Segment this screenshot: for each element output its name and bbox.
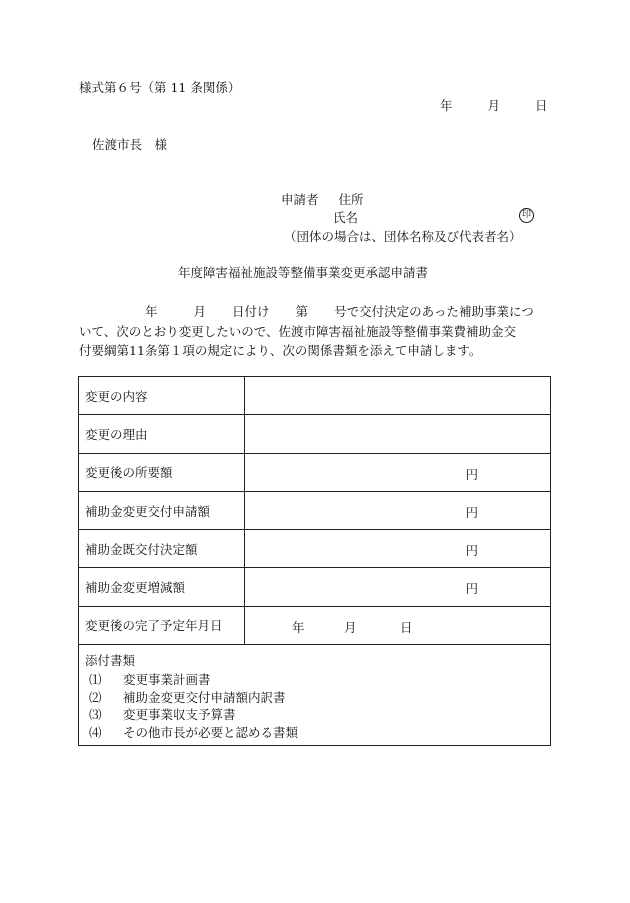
yen-unit: 円 — [465, 466, 478, 482]
item-number: ⑵ — [89, 689, 102, 705]
seal-mark: 印 — [519, 208, 534, 223]
completion-year: 年 — [292, 619, 305, 635]
list-item — [85, 706, 544, 724]
completion-day: 日 — [400, 619, 413, 635]
item-text: その他市長が必要と認める書類 — [123, 724, 299, 740]
date-day: 日 — [534, 98, 548, 113]
body-year: 年 — [145, 304, 158, 319]
completion-date-field[interactable] — [245, 607, 550, 644]
body-month: 月 — [193, 304, 207, 319]
name-label: 氏名 — [333, 210, 359, 225]
date-line — [440, 98, 547, 114]
row-label: 変更後の所要額 — [79, 454, 245, 491]
form-number: 様式第６号（第 11 条関係） — [79, 80, 241, 95]
row-label: 補助金変更増減額 — [79, 568, 245, 605]
row-label: 変更の理由 — [79, 415, 245, 452]
applicant-note: （団体の場合は、団体名称及び代表者名） — [284, 229, 522, 244]
item-text: 補助金変更交付申請額内訳書 — [123, 689, 286, 705]
change-content-field[interactable] — [245, 377, 550, 414]
row-label: 補助金変更交付申請額 — [79, 492, 245, 529]
application-table — [78, 376, 551, 746]
completion-month: 月 — [344, 619, 357, 635]
item-number: ⑶ — [89, 707, 102, 723]
body-line-1-rest: 号で交付決定のあった補助事業につ — [334, 304, 534, 319]
body-text — [79, 302, 551, 361]
list-item — [85, 689, 544, 707]
document-title: 年度障害福祉施設等整備事業変更承認申請書 — [178, 265, 429, 280]
change-grant-amount-field[interactable] — [245, 492, 550, 529]
row-label: 変更の内容 — [79, 377, 245, 414]
attachments-section — [79, 645, 550, 745]
item-text: 変更事業収支予算書 — [123, 707, 236, 723]
row-label: 補助金既交付決定額 — [79, 530, 245, 567]
addressee: 佐渡市長 様 — [92, 137, 168, 152]
body-no: 第 — [295, 304, 309, 319]
body-line-1 — [79, 302, 551, 322]
body-dated: 日付け — [232, 304, 270, 319]
list-item — [85, 671, 544, 689]
date-year: 年 — [440, 98, 453, 113]
required-amount-field[interactable] — [245, 454, 550, 491]
decided-grant-amount-field[interactable] — [245, 530, 550, 567]
table-row — [79, 607, 550, 645]
applicant-label: 申請者 — [281, 192, 319, 207]
attachments-title: 添付書類 — [85, 653, 136, 669]
table-row — [79, 530, 550, 568]
table-row — [79, 568, 550, 606]
grant-difference-field[interactable] — [245, 568, 550, 605]
item-number: ⑷ — [89, 724, 102, 740]
list-item — [85, 724, 544, 742]
item-number: ⑴ — [89, 672, 102, 688]
yen-unit: 円 — [465, 581, 478, 597]
applicant-address-line — [281, 192, 364, 208]
row-label: 変更後の完了予定年月日 — [79, 607, 245, 644]
table-row — [79, 454, 550, 492]
body-line-3: 付要綱第11条第１項の規定により、次の関係書類を添えて申請します。 — [79, 343, 482, 358]
table-row — [79, 415, 550, 453]
table-row — [79, 492, 550, 530]
date-month: 月 — [487, 98, 500, 113]
item-text: 変更事業計画書 — [123, 672, 211, 688]
table-row — [79, 377, 550, 415]
change-reason-field[interactable] — [245, 415, 550, 452]
address-label: 住所 — [338, 192, 364, 207]
yen-unit: 円 — [465, 504, 478, 520]
yen-unit: 円 — [465, 543, 478, 559]
body-line-2: いて、次のとおり変更したいので、佐渡市障害福祉施設等整備事業費補助金交 — [79, 323, 517, 339]
